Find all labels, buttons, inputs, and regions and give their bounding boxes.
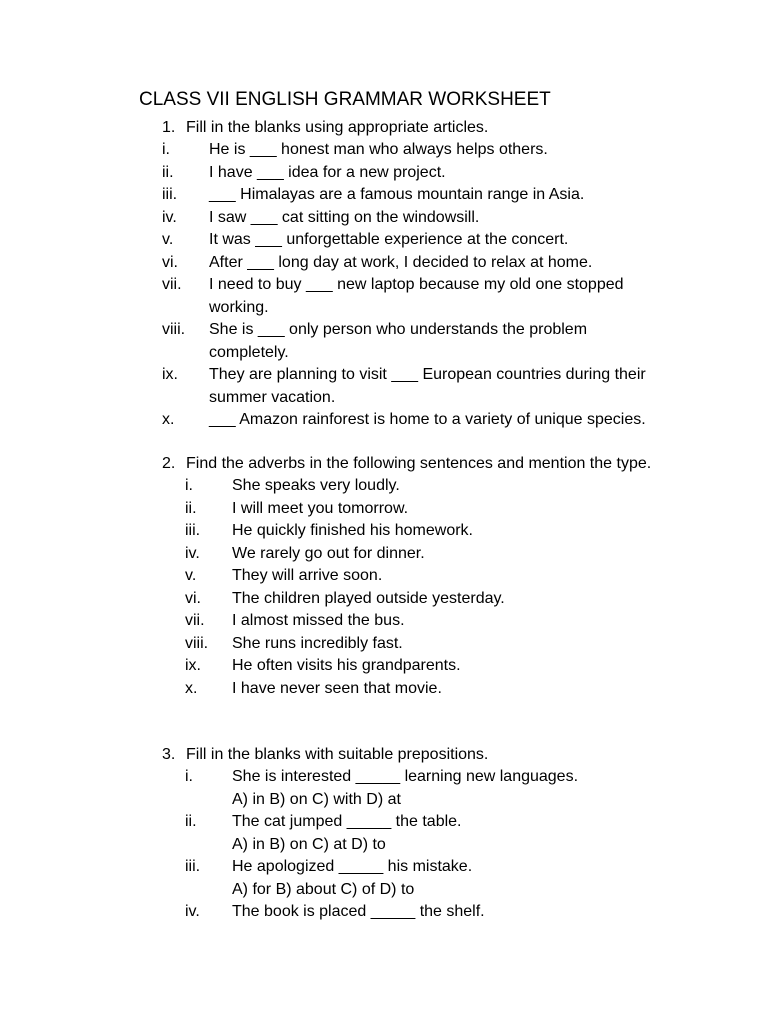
page-title: CLASS VII ENGLISH GRAMMAR WORKSHEET bbox=[139, 89, 551, 110]
item-numeral: ix. bbox=[185, 657, 201, 674]
item-text: He apologized _____ his mistake. bbox=[232, 858, 473, 875]
question-instruction: Find the adverbs in the following sentences and mention the type. bbox=[186, 455, 652, 472]
item-text: They are planning to visit ___ European countries during their bbox=[209, 366, 646, 383]
item-numeral: x. bbox=[185, 679, 198, 697]
item-text: The book is placed _____ the shelf. bbox=[232, 903, 485, 920]
question-number: 3. bbox=[162, 746, 176, 763]
item-text: We rarely go out for dinner. bbox=[232, 544, 425, 562]
item-numeral: vi. bbox=[162, 253, 178, 271]
item-text: She is ___ only person who understands the problem bbox=[209, 321, 588, 338]
item-text: I have ___ idea for a new project. bbox=[209, 163, 446, 181]
item-text-continued: completely. bbox=[209, 343, 289, 361]
item-numeral: iii. bbox=[185, 522, 201, 539]
item-numeral: iv. bbox=[185, 903, 200, 920]
item-numeral: vii. bbox=[185, 612, 205, 629]
item-text-continued: A) in B) on C) at D) to bbox=[232, 835, 386, 853]
item-text-continued: A) in B) on C) with D) at bbox=[232, 790, 401, 808]
item-numeral: i. bbox=[162, 141, 170, 158]
item-text: He is ___ honest man who always helps others. bbox=[209, 141, 548, 158]
question-instruction: Fill in the blanks using appropriate articles. bbox=[186, 119, 489, 136]
item-numeral: ix. bbox=[162, 366, 178, 383]
item-numeral: x. bbox=[162, 411, 175, 428]
item-numeral: ii. bbox=[185, 813, 197, 830]
item-numeral: v. bbox=[162, 231, 174, 248]
item-text: She runs incredibly fast. bbox=[232, 634, 403, 652]
item-text: He quickly finished his homework. bbox=[232, 522, 473, 539]
item-text: I need to buy ___ new laptop because my old one stopped bbox=[209, 276, 624, 293]
item-text: I almost missed the bus. bbox=[232, 612, 405, 629]
item-numeral: viii. bbox=[185, 634, 209, 652]
item-text: After ___ long day at work, I decided to relax at home. bbox=[209, 253, 593, 271]
item-numeral: vi. bbox=[185, 589, 201, 607]
item-numeral: ii. bbox=[185, 499, 197, 517]
question-number: 1. bbox=[162, 119, 176, 136]
item-numeral: ii. bbox=[162, 163, 174, 181]
item-text: She speaks very loudly. bbox=[232, 477, 400, 494]
item-text: ___ Himalayas are a famous mountain range in Asia. bbox=[209, 186, 585, 203]
item-text: She is interested _____ learning new languages. bbox=[232, 768, 579, 785]
item-text: The children played outside yesterday. bbox=[232, 589, 505, 607]
item-numeral: iii. bbox=[185, 858, 201, 875]
item-numeral: v. bbox=[185, 567, 197, 584]
item-text-continued: A) for B) about C) of D) to bbox=[232, 880, 415, 898]
item-numeral: vii. bbox=[162, 276, 182, 293]
item-numeral: iv. bbox=[185, 544, 200, 562]
item-text: It was ___ unforgettable experience at the concert. bbox=[209, 231, 569, 248]
item-text: They will arrive soon. bbox=[232, 567, 383, 584]
item-text-continued: summer vacation. bbox=[209, 388, 336, 406]
item-text: I will meet you tomorrow. bbox=[232, 499, 409, 517]
question-number: 2. bbox=[162, 455, 176, 472]
item-text: ___ Amazon rainforest is home to a variety of unique species. bbox=[209, 411, 646, 428]
question-instruction: Fill in the blanks with suitable prepositions. bbox=[186, 746, 489, 763]
item-numeral: i. bbox=[185, 768, 193, 785]
item-text: The cat jumped _____ the table. bbox=[232, 813, 462, 830]
item-text: I have never seen that movie. bbox=[232, 679, 442, 697]
item-text-continued: working. bbox=[209, 298, 269, 316]
item-numeral: iv. bbox=[162, 208, 177, 226]
item-text: I saw ___ cat sitting on the windowsill. bbox=[209, 208, 480, 226]
item-numeral: i. bbox=[185, 477, 193, 494]
item-numeral: viii. bbox=[162, 321, 186, 338]
item-text: He often visits his grandparents. bbox=[232, 657, 461, 674]
item-numeral: iii. bbox=[162, 186, 178, 203]
